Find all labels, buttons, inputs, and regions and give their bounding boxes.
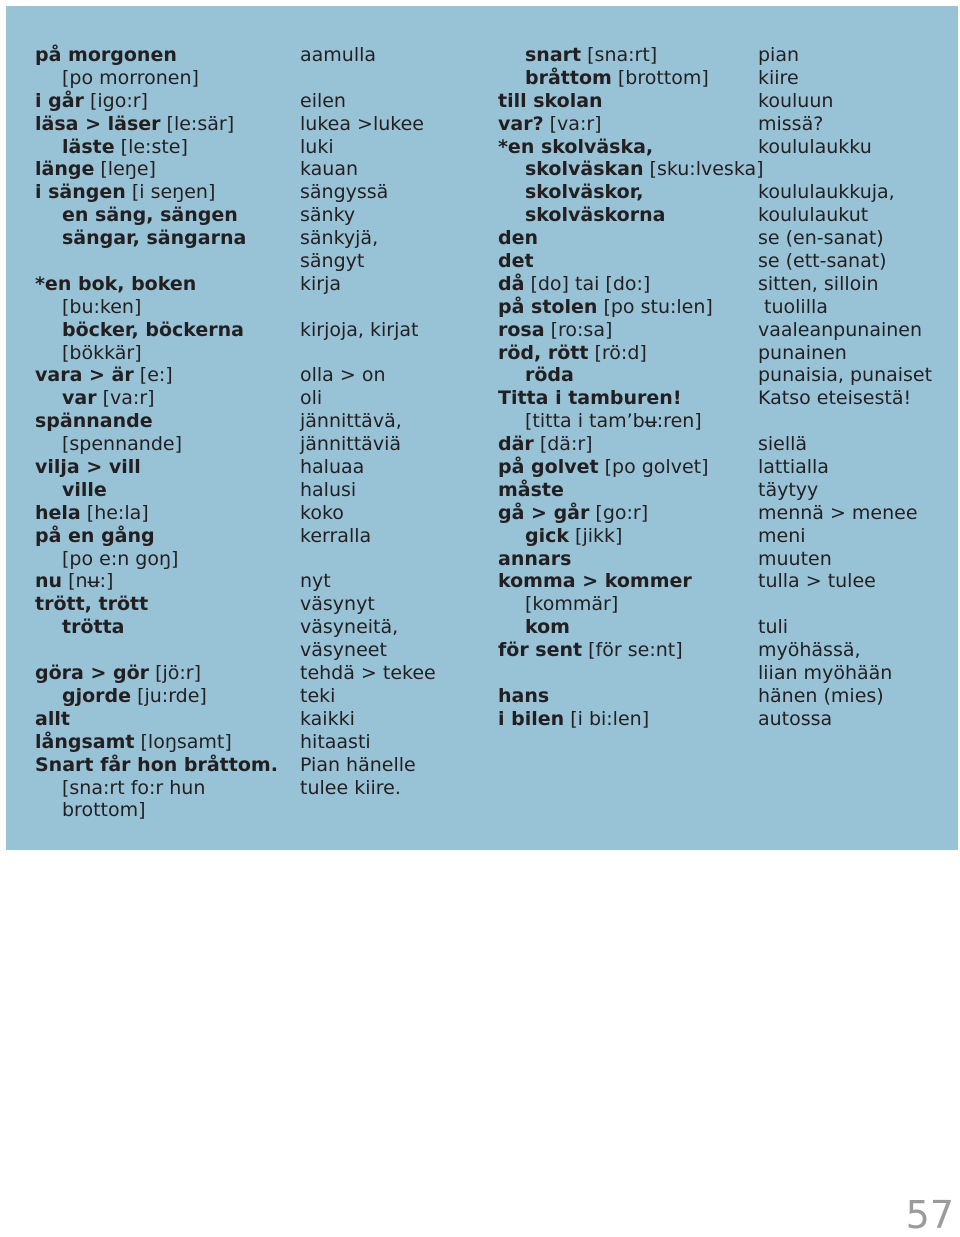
swedish-term: måste — [498, 478, 564, 501]
finnish-translation: jännittäviä — [300, 433, 401, 456]
swedish-entry — [35, 662, 278, 685]
finnish-translation: haluaa — [300, 456, 365, 479]
swedish-entry — [35, 250, 278, 273]
left-swedish-column — [35, 44, 278, 822]
swedish-entry — [498, 685, 764, 708]
swedish-term: snart — [525, 44, 582, 66]
finnish-translation — [758, 158, 932, 181]
swedish-term: för sent — [498, 639, 583, 662]
finnish-translation: se (en-sanat) — [758, 227, 884, 250]
swedish-entry — [498, 662, 764, 685]
swedish-entry — [498, 181, 764, 204]
swedish-entry — [35, 479, 278, 502]
swedish-term: trött, trött — [35, 593, 149, 616]
finnish-translation: oli — [300, 387, 323, 410]
swedish-entry — [498, 410, 764, 433]
swedish-entry — [35, 273, 278, 296]
finnish-translation: punainen — [758, 341, 847, 364]
swedish-entry — [498, 113, 764, 136]
swedish-entry — [35, 708, 278, 731]
pronunciation: [he:la] — [80, 501, 149, 524]
finnish-translation: tehdä > tekee — [300, 662, 436, 685]
swedish-term: den — [498, 227, 539, 250]
finnish-translation: lattialla — [758, 456, 829, 479]
pronunciation: [rö:d] — [588, 341, 647, 364]
finnish-translation: koululaukut — [758, 204, 869, 227]
finnish-translation: täytyy — [758, 478, 819, 501]
finnish-translation — [300, 67, 436, 90]
finnish-translation: luki — [300, 135, 334, 158]
pronunciation: [i seŋen] — [125, 181, 216, 204]
swedish-entry — [35, 754, 278, 777]
finnish-translation: sitten, silloin — [758, 272, 879, 295]
swedish-term: i bilen — [498, 707, 565, 730]
swedish-term: sängar, sängarna — [62, 227, 247, 250]
swedish-entry — [35, 777, 278, 800]
pronunciation: [po golvet] — [598, 456, 709, 479]
swedish-entry — [498, 250, 764, 273]
swedish-term: var — [62, 387, 97, 410]
finnish-translation: tuolilla — [758, 295, 828, 318]
swedish-entry — [498, 616, 764, 639]
finnish-translation: väsyneet — [300, 639, 387, 662]
swedish-term: på en gång — [35, 524, 155, 547]
swedish-entry — [35, 136, 278, 159]
pronunciation: [bu:ken] — [62, 295, 142, 318]
finnish-translation: tulla > tulee — [758, 570, 876, 593]
swedish-term: annars — [498, 547, 572, 570]
pronunciation: [titta i tam’bʉ:ren] — [525, 410, 702, 433]
finnish-translation: väsynyt — [300, 593, 375, 616]
finnish-translation: vaaleanpunainen — [758, 318, 923, 341]
swedish-term: trötta — [62, 616, 125, 639]
swedish-term: Snart får hon bråttom. — [35, 753, 278, 776]
swedish-entry — [35, 44, 278, 67]
swedish-entry — [35, 639, 278, 662]
swedish-entry — [498, 570, 764, 593]
finnish-translation: kauan — [300, 158, 359, 181]
swedish-entry — [498, 479, 764, 502]
swedish-entry — [498, 296, 764, 319]
pronunciation: [le:sär] — [160, 112, 235, 135]
swedish-entry — [498, 708, 764, 731]
swedish-entry — [498, 342, 764, 365]
swedish-term: i går — [35, 89, 84, 112]
finnish-translation: halusi — [300, 478, 357, 501]
swedish-entry — [35, 67, 278, 90]
swedish-term: bråttom — [525, 66, 612, 89]
swedish-term: vilja > vill — [35, 456, 141, 479]
swedish-term: hela — [35, 501, 81, 524]
pronunciation: [nʉ:] — [62, 570, 114, 593]
finnish-translation: nyt — [300, 570, 331, 593]
finnish-translation: koululaukku — [758, 135, 872, 158]
swedish-entry — [35, 456, 278, 479]
swedish-entry — [35, 433, 278, 456]
swedish-term: kom — [525, 616, 570, 639]
swedish-term: Titta i tamburen! — [498, 387, 682, 410]
swedish-entry — [498, 387, 764, 410]
finnish-translation: teki — [300, 684, 336, 707]
right-swedish-column — [498, 44, 764, 731]
swedish-term: hans — [498, 684, 550, 707]
swedish-term: spännande — [35, 410, 153, 433]
finnish-translation — [300, 296, 436, 319]
swedish-entry — [35, 548, 278, 571]
swedish-term: ville — [62, 478, 107, 501]
swedish-term: *en bok, boken — [35, 272, 197, 295]
pronunciation: [kommär] — [525, 593, 619, 616]
swedish-entry — [498, 639, 764, 662]
swedish-entry — [35, 525, 278, 548]
swedish-entry — [498, 227, 764, 250]
finnish-translation: sänkyjä, — [300, 227, 379, 250]
finnish-translation: tuli — [758, 616, 789, 639]
pronunciation: [do] tai [do:] — [524, 272, 651, 295]
page-number: 57 — [905, 1193, 954, 1237]
swedish-entry — [35, 502, 278, 525]
pronunciation: [leŋe] — [94, 158, 156, 181]
pronunciation: [för se:nt] — [582, 639, 683, 662]
swedish-term: skolväskor, — [525, 181, 644, 204]
finnish-translation: muuten — [758, 547, 832, 570]
finnish-translation: punaisia, punaiset — [758, 364, 933, 387]
swedish-term: vara > är — [35, 364, 134, 387]
pronunciation: [dä:r] — [533, 433, 593, 456]
swedish-entry — [35, 204, 278, 227]
swedish-term: allt — [35, 707, 70, 730]
finnish-translation — [300, 342, 436, 365]
pronunciation: brottom] — [62, 799, 146, 822]
pronunciation: [va:r] — [96, 387, 155, 410]
swedish-term: böcker, böckerna — [62, 318, 244, 341]
finnish-translation: pian — [758, 44, 800, 66]
finnish-translation: kouluun — [758, 89, 834, 112]
swedish-term: röda — [525, 364, 574, 387]
left-finnish-column — [300, 44, 436, 799]
swedish-term: där — [498, 433, 534, 456]
swedish-entry — [35, 410, 278, 433]
finnish-translation: liian myöhään — [758, 662, 893, 685]
pronunciation: [brottom] — [611, 66, 709, 89]
finnish-translation: olla > on — [300, 364, 386, 387]
swedish-entry — [498, 44, 764, 67]
swedish-entry — [498, 90, 764, 113]
swedish-term: komma > kommer — [498, 570, 692, 593]
pronunciation: [jö:r] — [149, 662, 202, 685]
finnish-translation: koululaukkuja, — [758, 181, 895, 204]
swedish-entry — [35, 181, 278, 204]
swedish-term: göra > gör — [35, 662, 150, 685]
finnish-translation: autossa — [758, 707, 833, 730]
right-finnish-column — [758, 44, 932, 731]
swedish-entry — [498, 456, 764, 479]
finnish-translation: kirja — [300, 272, 342, 295]
swedish-entry — [35, 158, 278, 181]
vocabulary-panel — [6, 6, 958, 850]
swedish-entry — [498, 502, 764, 525]
finnish-translation: kerralla — [300, 524, 372, 547]
swedish-term: gå > går — [498, 501, 590, 524]
swedish-entry — [498, 273, 764, 296]
swedish-entry — [35, 731, 278, 754]
finnish-translation: väsyneitä, — [300, 616, 399, 639]
finnish-translation: se (ett-sanat) — [758, 250, 887, 273]
pronunciation: [le:ste] — [114, 135, 188, 158]
swedish-entry — [35, 296, 278, 319]
swedish-entry — [35, 364, 278, 387]
finnish-translation: hänen (mies) — [758, 684, 884, 707]
swedish-term: på morgonen — [35, 44, 177, 66]
pronunciation: [loŋsamt] — [134, 730, 232, 753]
swedish-entry — [498, 364, 764, 387]
swedish-entry — [498, 433, 764, 456]
swedish-term: länge — [35, 158, 95, 181]
pronunciation: [po stu:len] — [597, 295, 713, 318]
finnish-translation: koko — [300, 501, 344, 524]
pronunciation: [sna:rt fo:r hun — [62, 776, 206, 799]
finnish-translation: eilen — [300, 89, 346, 112]
swedish-entry — [498, 158, 764, 181]
finnish-translation: missä? — [758, 112, 824, 135]
swedish-term: läste — [62, 135, 115, 158]
swedish-term: gjorde — [62, 684, 132, 707]
swedish-entry — [35, 227, 278, 250]
swedish-term: skolväskan — [525, 158, 644, 181]
swedish-term: till skolan — [498, 89, 603, 112]
finnish-translation: siellä — [758, 433, 808, 456]
finnish-translation: Pian hänelle — [300, 753, 416, 776]
swedish-term: skolväskorna — [525, 204, 666, 227]
pronunciation: [go:r] — [589, 501, 649, 524]
pronunciation: [ju:rde] — [131, 684, 207, 707]
pronunciation: [e:] — [133, 364, 173, 387]
pronunciation: [po e:n goŋ] — [62, 547, 179, 570]
finnish-translation: mennä > menee — [758, 501, 918, 524]
swedish-term: långsamt — [35, 730, 135, 753]
swedish-entry — [498, 67, 764, 90]
finnish-translation: lukea >lukee — [300, 112, 424, 135]
swedish-term: nu — [35, 570, 63, 593]
swedish-term: läsa > läser — [35, 112, 161, 135]
finnish-translation: myöhässä, — [758, 639, 861, 662]
swedish-entry — [35, 616, 278, 639]
pronunciation: [ro:sa] — [544, 318, 613, 341]
finnish-translation: sängyssä — [300, 181, 389, 204]
swedish-entry — [35, 570, 278, 593]
finnish-translation: kaikki — [300, 707, 355, 730]
swedish-entry — [35, 113, 278, 136]
pronunciation: [sna:rt] — [581, 44, 658, 66]
swedish-term: det — [498, 250, 534, 273]
pronunciation: [i bi:len] — [564, 707, 650, 730]
swedish-entry — [498, 525, 764, 548]
swedish-entry — [498, 204, 764, 227]
pronunciation: [igo:r] — [83, 89, 148, 112]
pronunciation: [po morronen] — [62, 66, 199, 89]
swedish-entry — [35, 593, 278, 616]
swedish-entry — [35, 685, 278, 708]
swedish-entry — [35, 799, 278, 822]
finnish-translation: sänky — [300, 204, 356, 227]
swedish-term: rosa — [498, 318, 545, 341]
finnish-translation: tulee kiire. — [300, 776, 401, 799]
swedish-entry — [498, 548, 764, 571]
finnish-translation: meni — [758, 524, 806, 547]
swedish-term: en säng, sängen — [62, 204, 238, 227]
finnish-translation: Katso eteisestä! — [758, 387, 912, 410]
finnish-translation: kirjoja, kirjat — [300, 318, 419, 341]
finnish-translation: aamulla — [300, 44, 377, 66]
swedish-entry — [35, 342, 278, 365]
finnish-translation: jännittävä, — [300, 410, 402, 433]
swedish-entry — [498, 319, 764, 342]
finnish-translation: hitaasti — [300, 730, 371, 753]
swedish-entry — [498, 593, 764, 616]
swedish-term: *en skolväska, — [498, 135, 654, 158]
finnish-translation — [758, 410, 932, 433]
swedish-entry — [35, 387, 278, 410]
swedish-entry — [498, 136, 764, 159]
finnish-translation: kiire — [758, 66, 799, 89]
swedish-entry — [35, 319, 278, 342]
pronunciation: [sku:lveska] — [643, 158, 764, 181]
pronunciation: [bökkär] — [62, 341, 142, 364]
pronunciation: [va:r] — [543, 112, 602, 135]
pronunciation: [jikk] — [569, 524, 623, 547]
finnish-translation — [300, 548, 436, 571]
finnish-translation: sängyt — [300, 250, 365, 273]
swedish-term: på stolen — [498, 295, 598, 318]
finnish-translation — [758, 593, 932, 616]
swedish-term: röd, rött — [498, 341, 589, 364]
swedish-entry — [35, 90, 278, 113]
swedish-term: då — [498, 272, 525, 295]
pronunciation: [spennande] — [62, 433, 182, 456]
swedish-term: i sängen — [35, 181, 126, 204]
swedish-term: på golvet — [498, 456, 599, 479]
swedish-term: var? — [498, 112, 544, 135]
swedish-term: gick — [525, 524, 570, 547]
